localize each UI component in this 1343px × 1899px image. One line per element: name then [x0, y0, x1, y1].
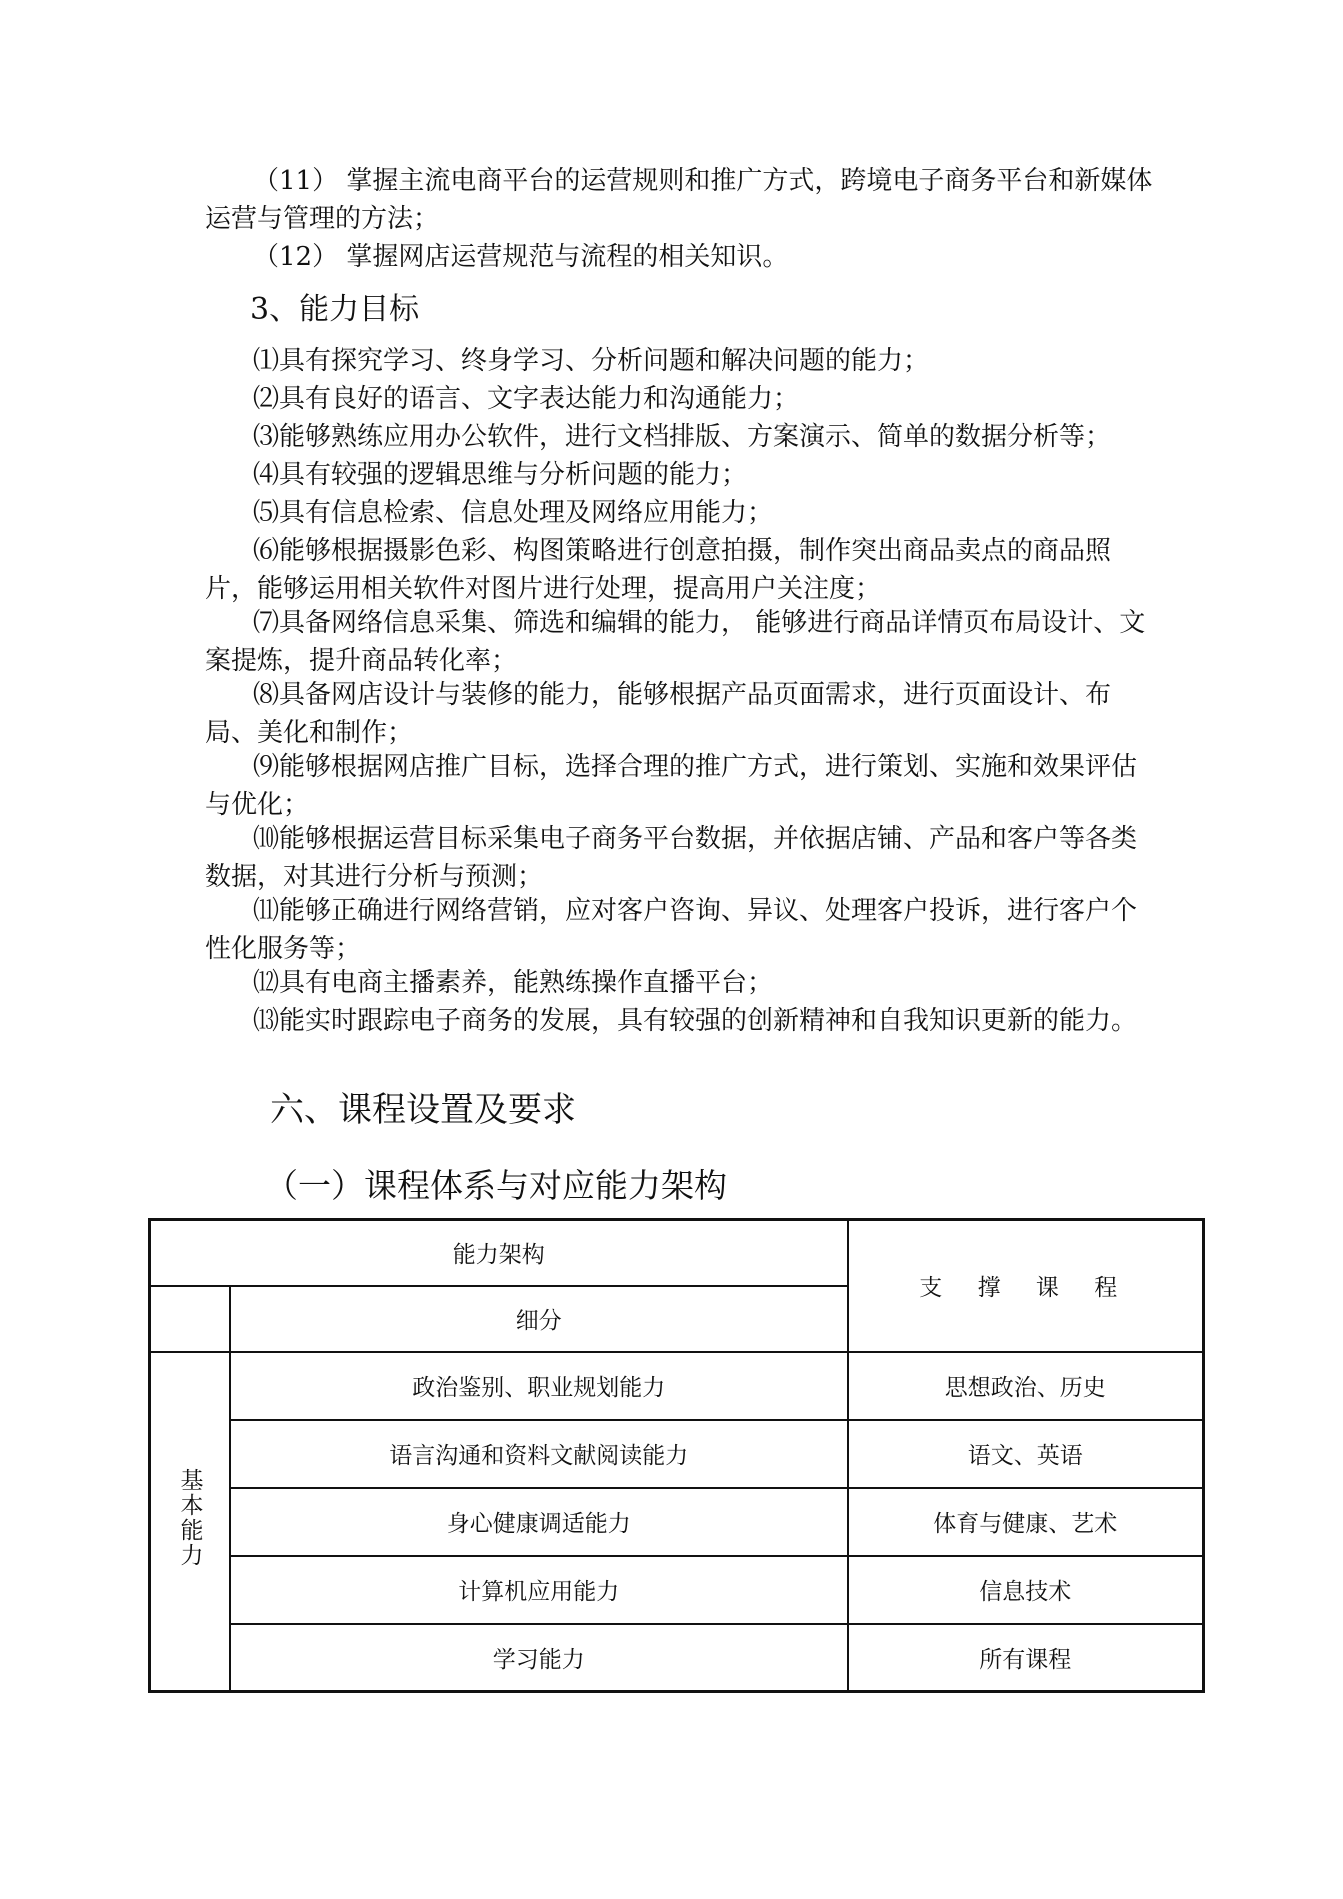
course-cell: 体育与健康、艺术	[848, 1488, 1204, 1556]
ability-item: ⑻具备网店设计与装修的能力，能够根据产品页面需求，进行页面设计、布局、美化和制作；	[205, 680, 1112, 748]
header-courses-cell: 支 撑 课 程	[848, 1220, 1204, 1352]
ability-item: ⑸具有信息检索、信息处理及网络应用能力；	[253, 498, 774, 528]
course-cell: 思想政治、历史	[848, 1352, 1204, 1420]
ability-cell: 语言沟通和资料文献阅读能力	[230, 1420, 848, 1488]
course-cell: 所有课程	[848, 1624, 1204, 1692]
ability-item: ⑺具备网络信息采集、筛选和编辑的能力， 能够进行商品详情页布局设计、文案提炼，提升商品转化率；	[205, 608, 1146, 676]
ability-item: ⑿具有电商主播素养，能熟练操作直播平台；	[253, 968, 774, 998]
ability-item: ⑾能够正确进行网络营销，应对客户咨询、异议、处理客户投诉，进行客户个性化服务等；	[205, 896, 1138, 964]
ability-course-table	[148, 1218, 1205, 1693]
header-blank-cell	[150, 1286, 231, 1352]
ability-cell: 政治鉴别、职业规划能力	[230, 1352, 848, 1420]
header-sub-cell: 细分	[230, 1286, 848, 1352]
ability-item: ⑶能够熟练应用办公软件，进行文档排版、方案演示、简单的数据分析等；	[253, 422, 1112, 452]
ability-item: ⑴具有探究学习、终身学习、分析问题和解决问题的能力；	[253, 346, 930, 376]
knowledge-item: （12） 掌握网店运营规范与流程的相关知识。	[253, 242, 789, 272]
ability-cell: 身心健康调适能力	[230, 1488, 848, 1556]
ability-cell: 学习能力	[230, 1624, 848, 1692]
ability-cell: 计算机应用能力	[230, 1556, 848, 1624]
ability-item: ⑹能够根据摄影色彩、构图策略进行创意拍摄，制作突出商品卖点的商品照片，能够运用相关软件对图片进行处理，提高用户关注度；	[205, 536, 1112, 604]
section-heading: 六、课程设置及要求	[270, 1090, 576, 1130]
ability-item: ⑼能够根据网店推广目标，选择合理的推广方式，进行策划、实施和效果评估与优化；	[205, 752, 1138, 820]
group-label-cell	[150, 1352, 231, 1692]
subsection-heading: （一）课程体系与对应能力架构	[265, 1166, 727, 1205]
ability-item: ⑷具有较强的逻辑思维与分析问题的能力；	[253, 460, 748, 490]
ability-item: ⒀能实时跟踪电子商务的发展，具有较强的创新精神和自我知识更新的能力。	[253, 1006, 1138, 1036]
ability-item: ⑽能够根据运营目标采集电子商务平台数据，并依据店铺、产品和客户等各类数据，对其进行分析与预测；	[205, 824, 1138, 892]
knowledge-item: （11） 掌握主流电商平台的运营规则和推广方式，跨境电子商务平台和新媒体运营与管理的方法；	[205, 166, 1153, 234]
ability-heading: 3、能力目标	[250, 292, 420, 327]
header-ability-cell: 能力架构	[150, 1220, 848, 1286]
course-cell: 信息技术	[848, 1556, 1204, 1624]
ability-item: ⑵具有良好的语言、文字表达能力和沟通能力；	[253, 384, 800, 414]
group-label: 基本能力	[176, 1468, 203, 1569]
course-cell: 语文、英语	[848, 1420, 1204, 1488]
